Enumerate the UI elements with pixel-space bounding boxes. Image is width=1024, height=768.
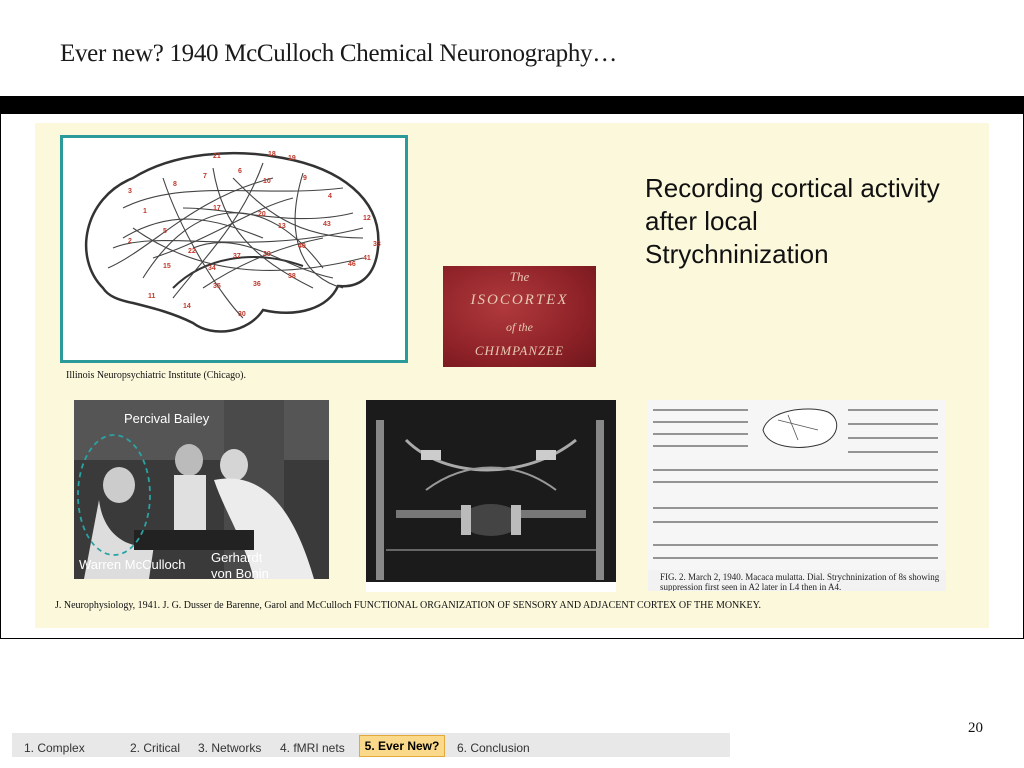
institute-caption: Illinois Neuropsychiatric Institute (Chicago). [66,370,246,381]
brain-area-label: 30 [238,311,246,318]
header-bar [0,96,1024,114]
brain-area-label: 22 [188,248,196,255]
brain-area-label: 34 [208,265,216,272]
brain-area-label: 20 [258,211,266,218]
nav-item-conclusion[interactable]: 6. Conclusion [457,741,530,755]
journal-reference: J. Neurophysiology, 1941. J. G. Dusser de Barenne, Garol and McCulloch FUNCTIONAL ORGANIZATION OF SENSORY AND ADJACENT CORTEX OF THE MONKEY. [55,600,762,611]
nav-item-networks[interactable]: 3. Networks [198,741,262,755]
brain-area-label: 12 [363,215,371,222]
brain-area-label: 7 [203,173,207,180]
apparatus-illustration [366,400,616,582]
brain-area-label: 11 [148,293,156,300]
brain-area-label: 2 [128,238,132,245]
nav-item-fmri-nets[interactable]: 4. fMRI nets [280,741,345,755]
brain-area-label: 21 [213,153,221,160]
slide-heading: Recording cortical activity after local Strychninization [645,173,940,269]
brain-area-label: 19 [288,155,296,162]
researchers-illustration [74,400,329,579]
brain-area-label: 4 [328,193,332,200]
label-warren-mcculloch: Warren McCulloch [79,557,186,572]
brain-area-label: 41 [363,255,371,262]
brain-area-label: 3 [128,188,132,195]
book-line-2: ISOCORTEX [470,292,569,308]
brain-area-label: 37 [233,253,241,260]
brain-area-label: 15 [163,263,171,270]
brain-area-label: 14 [183,303,191,310]
eeg-traces [648,400,946,570]
label-percival-bailey: Percival Bailey [124,411,210,426]
brain-area-label: 5 [163,228,167,235]
brain-area-label: 38 [288,273,296,280]
brain-area-label: 10 [263,178,271,185]
isocortex-book-cover [443,266,596,367]
researchers-photo [74,400,329,579]
brain-area-label: 17 [213,205,221,212]
nav-item-critical[interactable]: 2. Critical [130,741,181,755]
brain-area-label: 9 [303,175,307,182]
nav-item-ever-new-active[interactable]: 5. Ever New? [359,735,445,757]
recording-apparatus-photo [366,400,616,582]
figure-caption: FIG. 2. March 2, 1940. Macaca mulatta. Dial. Strychninization of 8s showing suppression first seen in A2 later in L4 then in A4. [660,572,940,591]
brain-connectivity-diagram [60,135,408,363]
slide-title: Ever new? 1940 McCulloch Chemical Neuronography… [60,40,617,67]
brain-area-label: 35 [213,283,221,290]
brain-area-label: 33 [373,241,381,248]
nav-item-complex[interactable]: 1. Complex [24,741,85,755]
label-bonin-last: von Bonin [211,566,269,579]
brain-area-label: 18 [268,151,276,158]
brain-area-label: 13 [278,223,286,230]
brain-area-label: 1 [143,208,147,215]
label-bonin-first: Gerhardt [211,550,263,565]
apparatus-caption-strip [366,582,616,592]
page-number: 20 [968,720,983,736]
brain-area-label: 8 [173,181,177,188]
eeg-recording-figure [648,400,946,591]
book-line-1: The [509,269,530,284]
brain-area-label: 39 [263,251,271,258]
book-line-4: CHIMPANZEE [474,343,565,358]
brain-area-label: 46 [348,261,356,268]
brain-area-label: 43 [323,221,331,228]
brain-area-label: 36 [253,281,261,288]
brain-illustration [63,138,405,360]
brain-area-label: 40 [298,243,306,250]
book-line-3: of the [506,320,533,334]
brain-area-label: 6 [238,168,242,175]
